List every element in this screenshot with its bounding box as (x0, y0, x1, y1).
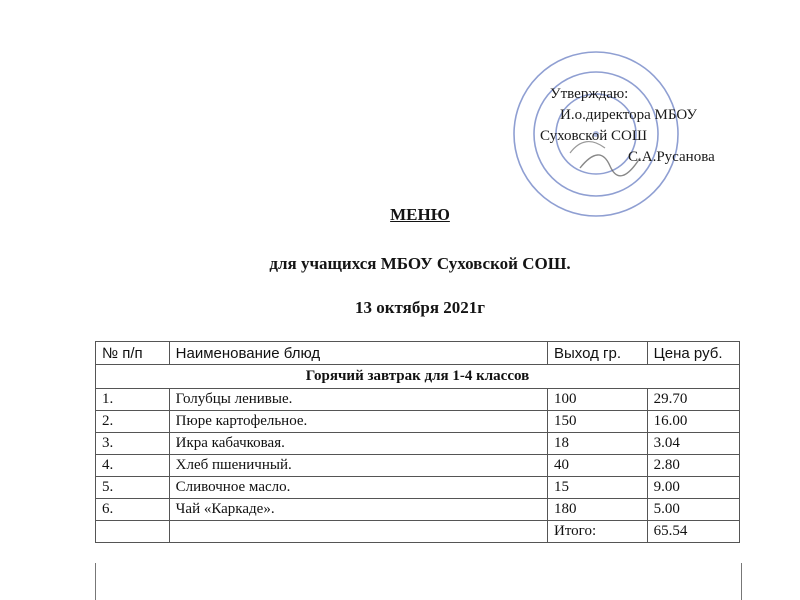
table-row (96, 477, 740, 499)
row-dish-name: Сливочное масло. (169, 477, 547, 499)
row-price: 9.00 (647, 477, 739, 499)
row-price: 3.04 (647, 433, 739, 455)
header-price: Цена руб. (647, 342, 739, 365)
row-number: 4. (96, 455, 170, 477)
row-dish-name: Чай «Каркаде». (169, 499, 547, 521)
approval-line-position: И.о.директора МБОУ (560, 107, 697, 123)
table-row (96, 389, 740, 411)
row-number: 6. (96, 499, 170, 521)
approval-block (540, 84, 780, 168)
header-dish-name: Наименование блюд (169, 342, 547, 365)
row-weight: 40 (547, 455, 647, 477)
total-value: 65.54 (647, 521, 739, 543)
total-label: Итого: (547, 521, 647, 543)
section-row (96, 365, 740, 389)
document-subtitle: для учащихся МБОУ Суховской СОШ. (269, 254, 571, 273)
row-price: 2.80 (647, 455, 739, 477)
table-row (96, 455, 740, 477)
document-date: 13 октября 2021г (355, 298, 485, 317)
row-dish-name: Голубцы ленивые. (169, 389, 547, 411)
table-header-row (96, 342, 740, 365)
row-weight: 18 (547, 433, 647, 455)
table-border-right (741, 563, 742, 600)
row-number: 2. (96, 411, 170, 433)
section-title: Горячий завтрак для 1-4 классов (96, 365, 740, 389)
row-number: 5. (96, 477, 170, 499)
table-border-left (95, 563, 96, 600)
total-empty-cell (96, 521, 170, 543)
header-number: № п/п (96, 342, 170, 365)
approval-line-approve: Утверждаю: (550, 86, 629, 102)
table-row (96, 411, 740, 433)
row-weight: 150 (547, 411, 647, 433)
table-row (96, 499, 740, 521)
row-dish-name: Хлеб пшеничный. (169, 455, 547, 477)
row-dish-name: Пюре картофельное. (169, 411, 547, 433)
row-weight: 15 (547, 477, 647, 499)
approval-line-signatory: С.А.Русанова (628, 149, 715, 165)
row-weight: 100 (547, 389, 647, 411)
menu-table (95, 341, 740, 543)
row-price: 16.00 (647, 411, 739, 433)
table-row (96, 433, 740, 455)
total-empty-cell (169, 521, 547, 543)
row-number: 3. (96, 433, 170, 455)
row-weight: 180 (547, 499, 647, 521)
row-dish-name: Икра кабачковая. (169, 433, 547, 455)
header-weight: Выход гр. (547, 342, 647, 365)
row-price: 29.70 (647, 389, 739, 411)
row-number: 1. (96, 389, 170, 411)
total-row (96, 521, 740, 543)
row-price: 5.00 (647, 499, 739, 521)
document-title: МЕНЮ (390, 205, 450, 224)
approval-line-school: Суховской СОШ (540, 128, 647, 144)
